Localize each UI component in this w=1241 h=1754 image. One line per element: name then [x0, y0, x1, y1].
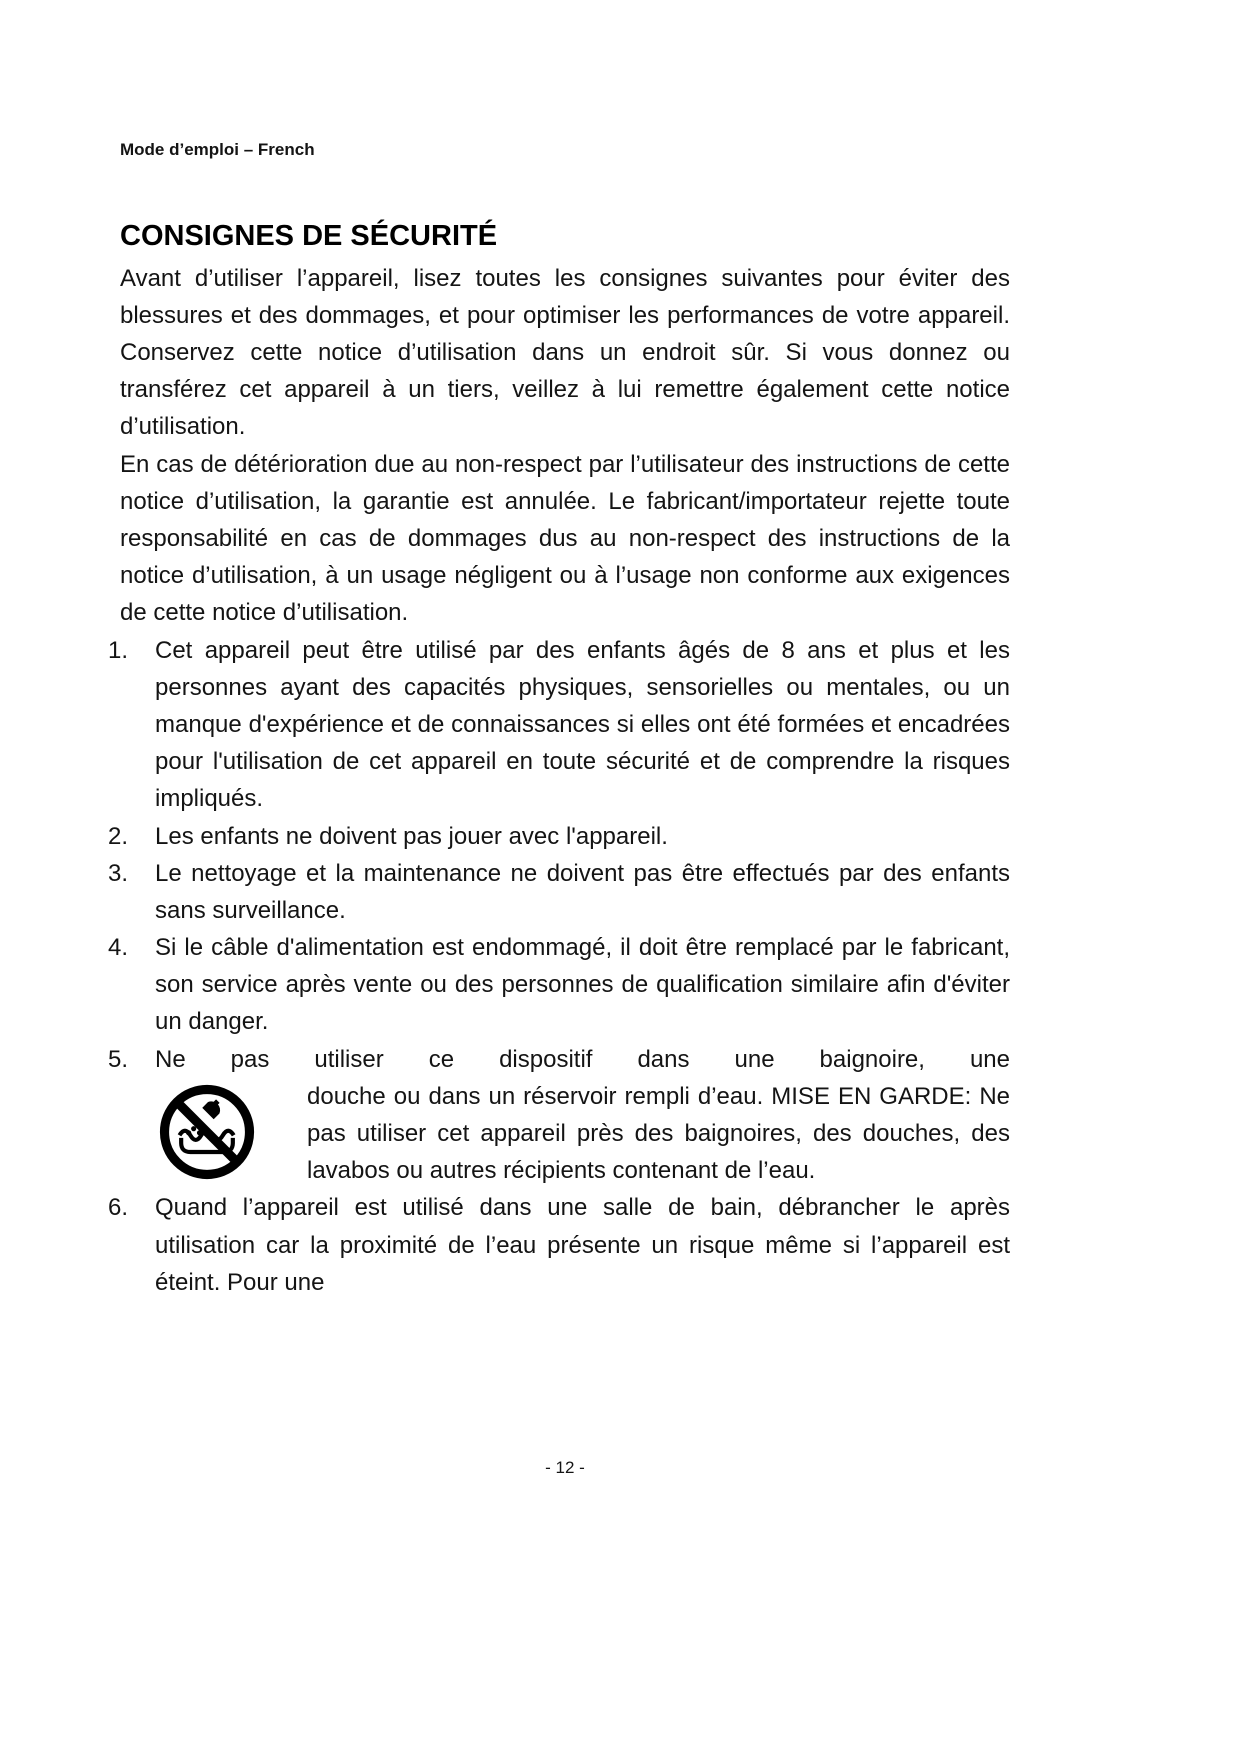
list-item-5	[108, 1041, 1010, 1190]
list-item-number: 4.	[108, 934, 129, 962]
list-item-text	[155, 1041, 1010, 1190]
list-item-text: Si le câble d'alimentation est endommagé, il doit être remplacé par le fabricant, son service après vente ou des personnes de qualification similaire afin d'éviter un danger.	[155, 934, 1010, 1036]
intro-paragraph-2: En cas de détérioration due au non-respect par l’utilisateur des instructions de cette notice d’utilisation, la garantie est annulée. Le fabricant/importateur rejette toute responsabilité en cas de dommages dus au non-respect des instructions de la notice d’utilisation, à un usage négligent ou à l’usage non conforme aux exigences de cette notice d’utilisation.	[120, 450, 1010, 627]
list-item-text-beside-icon: douche ou dans un réservoir rempli d’eau. MISE EN GARDE: Ne pas utiliser cet appareil près des baignoires, des douches, des lavabos ou autres récipients contenant de l’eau.	[307, 1082, 1010, 1185]
warning-icon-row	[155, 1078, 1010, 1190]
list-item-text: Les enfants ne doivent pas jouer avec l'appareil.	[155, 822, 668, 850]
list-item-text: Quand l’appareil est utilisé dans une salle de bain, débrancher le après utilisation car la proximité de l’eau présente un risque même si l’appareil est éteint. Pour une	[155, 1194, 1010, 1296]
list-item-6	[108, 1189, 1010, 1301]
list-item-number: 5.	[108, 1045, 129, 1073]
list-item-text: Le nettoyage et la maintenance ne doivent pas être effectués par des enfants sans surveillance.	[155, 859, 1010, 924]
list-item-4	[108, 929, 1010, 1041]
list-item-3	[108, 855, 1010, 929]
list-item-1	[108, 632, 1010, 818]
list-item-number: 3.	[108, 859, 129, 887]
page-number: - 12 -	[545, 1458, 585, 1477]
document-header: Mode d’emploi – French	[120, 140, 315, 159]
intro-paragraph-1: Avant d’utiliser l’appareil, lisez toutes les consignes suivantes pour éviter des blessures et des dommages, et pour optimiser les performances de votre appareil. Conservez cette notice d’utilisation dans un endroit sûr. Si vous donnez ou transférez cet appareil à un tiers, veillez à lui remettre également cette notice d’utilisation.	[120, 264, 1010, 441]
list-item-text: Cet appareil peut être utilisé par des enfants âgés de 8 ans et plus et les personnes ayant des capacités physiques, sensorielles ou mentales, ou un manque d'expérience et de connaissances si elles ont été formées et encadrées pour l'utilisation de cet appareil en toute sécurité et de comprendre la risques impliqués.	[155, 636, 1010, 813]
no-bathtub-shower-icon	[157, 1082, 257, 1182]
list-item-2	[108, 818, 1010, 855]
list-item-number: 2.	[108, 822, 129, 850]
list-item-number: 1.	[108, 636, 129, 664]
page-title: CONSIGNES DE SÉCURITÉ	[120, 220, 498, 252]
safety-instructions-list	[108, 632, 1010, 1301]
list-item-text-first-line: Ne pas utiliser ce dispositif dans une baignoire, une	[155, 1045, 1010, 1073]
list-item-number: 6.	[108, 1194, 129, 1222]
